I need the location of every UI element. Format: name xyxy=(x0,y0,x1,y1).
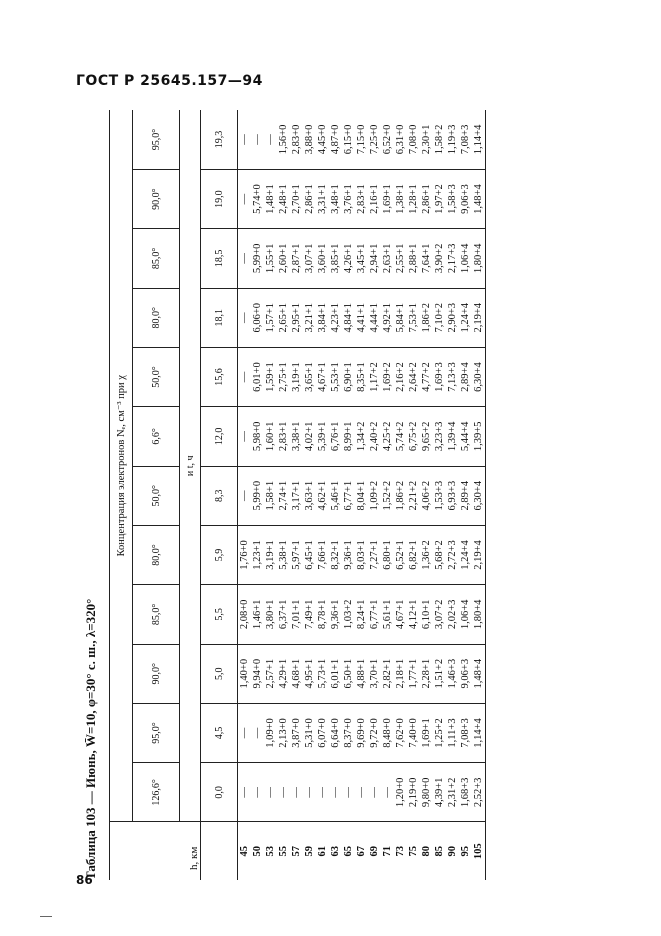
table-cell: 2,89+4 xyxy=(460,362,471,392)
table-cell: 2,87+1 xyxy=(291,243,302,274)
table-cell: 2,18+1 xyxy=(395,658,406,689)
table-cell: 1,59+1 xyxy=(265,362,276,392)
table-cell: 2,86+1 xyxy=(304,184,315,214)
table-cell: 2,08+0 xyxy=(239,599,250,630)
t-header-0: 0,0 xyxy=(201,763,238,822)
table-cell: 2,65+1 xyxy=(278,302,289,333)
table-cell: 2,13+0 xyxy=(278,718,289,748)
table-cell: 5,73+1 xyxy=(317,658,328,689)
table-cell: 1,69+1 xyxy=(421,718,432,748)
h-value: 75 xyxy=(408,846,419,857)
data-column-11 xyxy=(238,110,486,169)
table-cell: 4,62+1 xyxy=(317,480,328,511)
h-values xyxy=(238,822,486,880)
table-cell: 6,75+2 xyxy=(408,421,419,452)
table-cell: — xyxy=(356,787,367,798)
table-cell: 4,29+1 xyxy=(278,658,289,689)
table-cell: 1,97+2 xyxy=(434,184,445,214)
table-cell: 2,16+1 xyxy=(369,184,380,214)
table-cell: 4,12+1 xyxy=(408,599,419,630)
table-cell: 6,37+1 xyxy=(278,599,289,630)
table-cell: 9,06+3 xyxy=(460,184,471,214)
table-cell: 3,31+1 xyxy=(317,184,328,214)
t-header-4: 5,9 xyxy=(201,525,238,584)
table-cell: 2,60+1 xyxy=(278,243,289,274)
table-cell: 1,24+4 xyxy=(460,302,471,333)
table-cell: 1,48+1 xyxy=(265,184,276,214)
table-cell: 7,49+1 xyxy=(304,599,315,630)
table-cell: 6,45+1 xyxy=(304,540,315,570)
data-column-10 xyxy=(238,169,486,228)
table-cell: 1,28+1 xyxy=(408,184,419,214)
table-cell: 9,65+2 xyxy=(421,421,432,452)
chi-header-11: 95,0° xyxy=(133,110,180,169)
table-cell: 3,21+1 xyxy=(304,302,315,333)
table-cell: 1,69+3 xyxy=(434,362,445,392)
table-cell: 3,19+1 xyxy=(265,540,276,570)
table-cell: 2,86+1 xyxy=(421,184,432,214)
table-cell: 1,57+1 xyxy=(265,302,276,333)
table-cell: 5,46+1 xyxy=(330,480,341,511)
table-cell: 1,77+1 xyxy=(408,658,419,689)
table-cell: — xyxy=(265,787,276,798)
table-cell: 6,52+0 xyxy=(382,124,393,155)
table-cell: — xyxy=(369,787,380,798)
table-cell: 3,76+1 xyxy=(343,184,354,214)
table-cell: 7,13+3 xyxy=(447,362,458,392)
table-cell: 1,24+4 xyxy=(460,540,471,570)
h-value: 59 xyxy=(304,846,315,857)
chi-header-3: 85,0° xyxy=(133,585,180,644)
table-cell: 1,58+3 xyxy=(447,184,458,214)
table-cell: 8,04+1 xyxy=(356,480,367,511)
chi-header-4: 80,0° xyxy=(133,525,180,584)
table-cell: 1,09+2 xyxy=(369,480,380,511)
table-cell: 8,99+1 xyxy=(343,421,354,452)
table-cell: 1,69+1 xyxy=(382,184,393,214)
table-cell: 6,64+0 xyxy=(330,718,341,748)
table-cell: 6,30+4 xyxy=(473,480,484,511)
table-cell: 9,72+0 xyxy=(369,718,380,748)
table-cell: 3,87+0 xyxy=(291,718,302,748)
table-cell: 1,48+4 xyxy=(473,184,484,214)
table-cell: 6,01+0 xyxy=(252,362,263,392)
h-value: 55 xyxy=(278,846,289,857)
table-cell: 2,83+1 xyxy=(278,421,289,452)
table-cell: 1,58+1 xyxy=(265,480,276,511)
table-cell: — xyxy=(382,787,393,798)
table-cell: 7,08+3 xyxy=(460,124,471,155)
table-cell: 2,17+3 xyxy=(447,243,458,274)
data-column-0 xyxy=(238,763,486,822)
t-header-2: 5,0 xyxy=(201,644,238,703)
table-cell: 1,55+1 xyxy=(265,243,276,274)
table-cell: 2,28+1 xyxy=(421,658,432,689)
h-value: 45 xyxy=(239,846,250,857)
table-cell: 2,52+3 xyxy=(473,777,484,808)
table-cell: 2,48+1 xyxy=(278,184,289,214)
table-cell: 6,30+4 xyxy=(473,362,484,392)
table-cell: 2,83+0 xyxy=(291,124,302,155)
table-cell: 4,23+1 xyxy=(330,302,341,333)
h-value: 53 xyxy=(265,846,276,857)
table-cell: 1,52+2 xyxy=(382,480,393,511)
table-cell: 2,64+2 xyxy=(408,362,419,392)
table-cell: 6,10+1 xyxy=(421,599,432,630)
table-cell: 5,38+1 xyxy=(278,540,289,570)
table-cell: 2,19+0 xyxy=(408,777,419,808)
h-value: 65 xyxy=(343,846,354,857)
table-cell: 6,82+1 xyxy=(408,540,419,570)
chi-header-9: 85,0° xyxy=(133,229,180,288)
h-column-header: h, км xyxy=(110,822,201,880)
table-cell: 7,53+1 xyxy=(408,302,419,333)
chi-header-7: 50,0° xyxy=(133,347,180,406)
table-cell: 5,98+0 xyxy=(252,421,263,452)
table-cell: 9,69+0 xyxy=(356,718,367,748)
table-cell: 1,53+3 xyxy=(434,480,445,511)
table-cell: 4,67+1 xyxy=(317,362,328,392)
table-cell: 1,14+4 xyxy=(473,124,484,155)
table-cell: — xyxy=(252,134,263,145)
table-cell: — xyxy=(239,787,250,798)
table-cell: 3,90+2 xyxy=(434,243,445,274)
table-cell: 2,89+4 xyxy=(460,480,471,511)
table-cell: 1,39+5 xyxy=(473,421,484,452)
h-value: 61 xyxy=(317,846,328,857)
table-cell: 8,35+1 xyxy=(356,362,367,392)
data-column-3 xyxy=(238,585,486,644)
table-cell: — xyxy=(239,371,250,383)
data-column-4 xyxy=(238,525,486,584)
table-cell: 1,60+1 xyxy=(265,421,276,452)
table-cell: — xyxy=(317,787,328,798)
table-cell: 9,94+0 xyxy=(252,658,263,689)
table-cell: 4,77+2 xyxy=(421,362,432,392)
table-cell: 7,27+1 xyxy=(369,540,380,570)
table-cell: 7,10+2 xyxy=(434,302,445,333)
table-cell: 3,23+3 xyxy=(434,421,445,452)
table-cell: 5,84+1 xyxy=(395,302,406,333)
table-cell: 7,40+0 xyxy=(408,718,419,748)
table-cell: — xyxy=(252,727,263,739)
table-cell: 2,75+1 xyxy=(278,362,289,392)
table-cell: 4,87+0 xyxy=(330,124,341,155)
table-cell: 1,25+2 xyxy=(434,718,445,748)
table-cell: 1,76+0 xyxy=(239,540,250,570)
table-cell: — xyxy=(239,253,250,264)
table-cell: 2,16+2 xyxy=(395,362,406,392)
h-value: 80 xyxy=(421,846,432,857)
table-cell: — xyxy=(265,134,276,145)
table-cell: 2,19+4 xyxy=(473,302,484,333)
table-cell: 4,67+1 xyxy=(395,599,406,630)
h-value: 85 xyxy=(434,846,445,857)
chi-header-1: 95,0° xyxy=(133,703,180,762)
page-number: 86 xyxy=(76,873,93,887)
table-cell: 1,58+2 xyxy=(434,124,445,155)
table-cell: 4,92+1 xyxy=(382,302,393,333)
table-cell: 3,85+1 xyxy=(330,243,341,274)
table-cell: 9,36+1 xyxy=(330,599,341,630)
table-cell: 5,53+1 xyxy=(330,362,341,392)
table-cell: 8,48+0 xyxy=(382,718,393,748)
table-cell: 6,15+0 xyxy=(343,124,354,155)
table-cell: 6,76+1 xyxy=(330,421,341,452)
margin-mark xyxy=(40,916,52,917)
table-cell: 6,90+1 xyxy=(343,362,354,392)
h-value: 50 xyxy=(252,846,263,857)
h-value: 105 xyxy=(473,843,484,860)
table-cell: 1,23+1 xyxy=(252,540,263,570)
table-cell: 1,38+1 xyxy=(395,184,406,214)
table-cell: 8,03+1 xyxy=(356,540,367,570)
table-cell: 5,61+1 xyxy=(382,599,393,630)
table-cell: 5,97+1 xyxy=(291,540,302,570)
table-cell: 7,08+0 xyxy=(408,124,419,155)
table-cell: 1,80+4 xyxy=(473,243,484,274)
table-cell: 3,45+1 xyxy=(356,243,367,274)
data-column-6 xyxy=(238,407,486,466)
table-cell: 3,07+1 xyxy=(304,243,315,274)
h-value: 69 xyxy=(369,846,380,857)
table-cell: 1,48+4 xyxy=(473,658,484,689)
t-header-7: 15,6 xyxy=(201,347,238,406)
table-cell: 7,66+1 xyxy=(317,540,328,570)
table-cell: — xyxy=(239,490,250,501)
table-cell: 6,50+1 xyxy=(343,658,354,689)
table-cell: — xyxy=(239,312,250,323)
table-cell: 5,99+0 xyxy=(252,243,263,274)
table-cell: 9,06+3 xyxy=(460,658,471,689)
t-header-11: 19,3 xyxy=(201,110,238,169)
table-cell: 2,94+1 xyxy=(369,243,380,274)
table-cell: 2,57+1 xyxy=(265,658,276,689)
data-column-1 xyxy=(238,703,486,762)
t-header-5: 8,3 xyxy=(201,466,238,525)
table-cell: 2,21+2 xyxy=(408,480,419,511)
table-cell: 7,08+3 xyxy=(460,718,471,748)
data-column-5 xyxy=(238,466,486,525)
table-cell: 1,17+2 xyxy=(369,362,380,392)
table-cell: 5,39+1 xyxy=(317,421,328,452)
table-cell: — xyxy=(252,787,263,798)
table-cell: — xyxy=(330,787,341,798)
chi-header-row xyxy=(133,110,180,880)
table-cell: 3,60+1 xyxy=(317,243,328,274)
table-cell: 6,80+1 xyxy=(382,540,393,570)
chi-header-0: 126,6° xyxy=(133,763,180,822)
table-cell: — xyxy=(239,134,250,145)
table-cell: 1,11+3 xyxy=(447,718,458,748)
table-cell: — xyxy=(239,727,250,739)
table-cell: 1,06+4 xyxy=(460,599,471,630)
table-cell: 3,48+1 xyxy=(330,184,341,214)
table-cell: 7,01+1 xyxy=(291,599,302,630)
table-cell: 4,44+1 xyxy=(369,302,380,333)
table-cell: 4,06+2 xyxy=(421,480,432,511)
table-cell: 1,36+2 xyxy=(421,540,432,570)
table-cell: 6,31+0 xyxy=(395,124,406,155)
table-cell: 1,19+3 xyxy=(447,124,458,155)
h-value: 73 xyxy=(395,846,406,857)
table-cell: 4,39+1 xyxy=(434,777,445,808)
t-value-row xyxy=(201,110,238,880)
chi-header-5: 50,0° xyxy=(133,466,180,525)
table-cell: 8,37+0 xyxy=(343,718,354,748)
table-cell: — xyxy=(239,431,250,442)
table-cell: 4,02+1 xyxy=(304,421,315,452)
table-cell: 2,74+1 xyxy=(278,480,289,511)
table-cell: 4,68+1 xyxy=(291,658,302,689)
t-header-1: 4,5 xyxy=(201,703,238,762)
t-label: и t, ч xyxy=(180,110,201,822)
table-cell: 8,78+1 xyxy=(317,599,328,630)
data-column-9 xyxy=(238,229,486,288)
table-cell: 6,77+1 xyxy=(369,599,380,630)
table-cell: 1,68+3 xyxy=(460,777,471,808)
electron-concentration-table xyxy=(109,110,486,880)
table-cell: 4,88+1 xyxy=(356,658,367,689)
h-value: 95 xyxy=(460,846,471,857)
table-cell: 1,69+2 xyxy=(382,362,393,392)
h-value: 71 xyxy=(382,846,393,857)
table-cell: 3,84+1 xyxy=(317,302,328,333)
h-value: 57 xyxy=(291,846,302,857)
table-cell: 2,55+1 xyxy=(395,243,406,274)
table-cell: 4,25+2 xyxy=(382,421,393,452)
table-cell: 1,39+4 xyxy=(447,421,458,452)
table-cell: — xyxy=(304,787,315,798)
table-cell: 1,34+2 xyxy=(356,421,367,452)
table-cell: 6,07+0 xyxy=(317,718,328,748)
table-cell: 3,19+1 xyxy=(291,362,302,392)
table-cell: 8,24+1 xyxy=(356,599,367,630)
table-cell: 1,06+4 xyxy=(460,243,471,274)
table-cell: 3,38+1 xyxy=(291,421,302,452)
table-cell: 6,06+0 xyxy=(252,302,263,333)
table-cell: 8,32+1 xyxy=(330,540,341,570)
chi-header-2: 90,0° xyxy=(133,644,180,703)
table-cell: 4,84+1 xyxy=(343,302,354,333)
group-header: Концентрация электронов Nₑ, см⁻³ при χ xyxy=(110,110,133,822)
table-cell: 1,20+0 xyxy=(395,777,406,808)
chi-header-6: 6,6° xyxy=(133,407,180,466)
table-cell: 4,41+1 xyxy=(356,302,367,333)
table-cell: 7,25+0 xyxy=(369,124,380,155)
table-cell: 2,63+1 xyxy=(382,243,393,274)
table-cell: 2,40+2 xyxy=(369,421,380,452)
table-cell: 1,51+2 xyxy=(434,658,445,689)
table-cell: 6,77+1 xyxy=(343,480,354,511)
table-cell: 2,02+3 xyxy=(447,599,458,630)
table-cell: 1,86+2 xyxy=(395,480,406,511)
table-cell: 4,26+1 xyxy=(343,243,354,274)
table-cell: 2,82+1 xyxy=(382,658,393,689)
h-value: 67 xyxy=(356,846,367,857)
table-cell: 2,70+1 xyxy=(291,184,302,214)
document-header: ГОСТ Р 25645.157—94 xyxy=(76,73,263,89)
table-cell: 2,95+1 xyxy=(291,302,302,333)
table-cell: 3,65+1 xyxy=(304,362,315,392)
table-cell: 2,30+1 xyxy=(421,124,432,155)
table-cell: 3,63+1 xyxy=(304,480,315,511)
t-header-9: 18,5 xyxy=(201,229,238,288)
t-header-3: 5,5 xyxy=(201,585,238,644)
table-cell: 5,68+2 xyxy=(434,540,445,570)
table-cell: 3,07+2 xyxy=(434,599,445,630)
table-cell: 2,19+4 xyxy=(473,540,484,570)
table-cell: 5,74+0 xyxy=(252,184,263,214)
t-header-10: 19,0 xyxy=(201,169,238,228)
data-column-7 xyxy=(238,347,486,406)
table-cell: 1,46+1 xyxy=(252,599,263,630)
h-value: 63 xyxy=(330,846,341,857)
table-cell: 2,83+1 xyxy=(356,184,367,214)
table-cell: 9,36+1 xyxy=(343,540,354,570)
chi-header-10: 90,0° xyxy=(133,169,180,228)
table-cell: 7,62+0 xyxy=(395,718,406,748)
table-cell: 4,95+1 xyxy=(304,658,315,689)
table-cell: 1,14+4 xyxy=(473,718,484,748)
table-cell: 1,80+4 xyxy=(473,599,484,630)
table-cell: 3,17+1 xyxy=(291,480,302,511)
table-cell: — xyxy=(291,787,302,798)
table-cell: 7,15+0 xyxy=(356,124,367,155)
table-cell: 6,52+1 xyxy=(395,540,406,570)
table-cell: 5,74+2 xyxy=(395,421,406,452)
table-cell: — xyxy=(239,193,250,205)
table-cell: 2,88+1 xyxy=(408,243,419,274)
table-cell: — xyxy=(343,787,354,798)
table-cell: 2,90+3 xyxy=(447,302,458,333)
t-header-8: 18,1 xyxy=(201,288,238,347)
table-cell: 3,70+1 xyxy=(369,658,380,689)
table-cell: 1,56+0 xyxy=(278,124,289,155)
table-cell: — xyxy=(278,787,289,798)
table-cell: 3,80+1 xyxy=(265,599,276,630)
table-body xyxy=(238,110,486,880)
table-cell: 4,45+0 xyxy=(317,124,328,155)
table-cell: 3,88+0 xyxy=(304,124,315,155)
data-column-8 xyxy=(238,288,486,347)
table-cell: 1,03+2 xyxy=(343,599,354,630)
table-cell: 5,99+0 xyxy=(252,480,263,511)
h-value: 90 xyxy=(447,846,458,857)
table-cell: 1,86+2 xyxy=(421,302,432,333)
table-cell: 2,72+3 xyxy=(447,540,458,570)
table-cell: 6,93+3 xyxy=(447,480,458,511)
table-cell: 6,01+1 xyxy=(330,658,341,689)
table-cell: 1,09+0 xyxy=(265,718,276,748)
t-header-6: 12,0 xyxy=(201,407,238,466)
rotated-table-block xyxy=(83,110,528,880)
table-cell: 2,31+2 xyxy=(447,777,458,808)
table-cell: 5,31+0 xyxy=(304,718,315,748)
table-caption: Таблица 103 — Июнь, W̄=10, φ=30° с. ш., λ=320° xyxy=(83,598,98,880)
table-cell: 9,80+0 xyxy=(421,777,432,808)
table-cell: 1,46+3 xyxy=(447,658,458,689)
data-column-2 xyxy=(238,644,486,703)
chi-header-8: 80,0° xyxy=(133,288,180,347)
table-cell: 1,40+0 xyxy=(239,658,250,689)
table-cell: 5,44+4 xyxy=(460,421,471,452)
table-cell: 7,64+1 xyxy=(421,243,432,274)
